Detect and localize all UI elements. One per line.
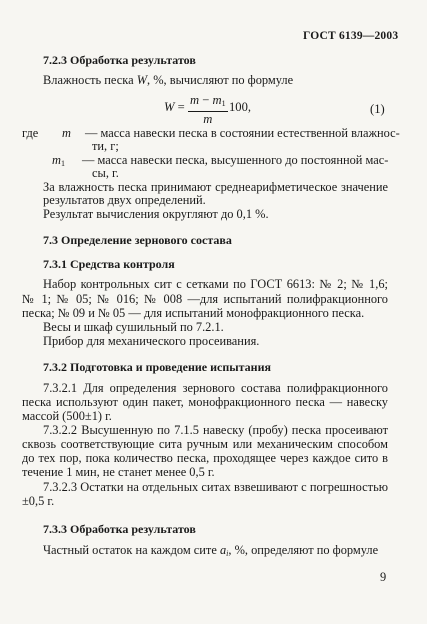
s732-line-3: массой (500±1) г.: [22, 409, 112, 423]
page-number: 9: [380, 570, 387, 584]
def-m1-text-1: — масса навески песка, высушенного до постоянной мас-: [82, 153, 389, 167]
formula-fraction: [188, 93, 228, 127]
standard-header: ГОСТ 6139—2003: [303, 30, 399, 42]
s732-line-4: 7.3.2.2 Высушенную по 7.1.5 навеску (пробу) песка просеивают: [43, 423, 388, 437]
moisture-intro: Влажность песка W, %, вычисляют по формуле: [43, 73, 294, 87]
s732-line-9: ±0,5 г.: [22, 494, 55, 508]
section-7-3-3-heading: 7.3.3 Обработка результатов: [43, 522, 196, 536]
formula-factor: 100,: [229, 100, 252, 114]
formula-numerator: $m - m_1$: [188, 93, 228, 112]
s731-line-2: № 1; № 05; № 016; № 008 —для испытаний полифракционного: [22, 292, 388, 306]
s731-line-1: Набор контрольных сит с сетками по ГОСТ 6613: № 2; № 1,6;: [43, 277, 388, 291]
formula-lhs: W =: [164, 100, 185, 114]
def-m1-symbol: $m_1$: [52, 153, 65, 168]
s731-line-4: Весы и шкаф сушильный по 7.2.1.: [43, 320, 224, 334]
s731-line-5: Прибор для механического просеивания.: [43, 334, 260, 348]
s732-line-1: 7.3.2.1 Для определения зернового состава полифракционного: [43, 381, 388, 395]
where-label: где: [22, 126, 39, 140]
formula-denominator: m: [203, 112, 213, 126]
s732-line-8: 7.3.2.3 Остатки на отдельных ситах взвешивают с погрешностью: [43, 480, 388, 494]
section-7-3-1-heading: 7.3.1 Средства контроля: [43, 257, 175, 271]
section-7-3-2-heading: 7.3.2 Подготовка и проведение испытания: [43, 360, 271, 374]
def-m-text-1: — масса навески песка в состоянии естественной влажнос-: [85, 126, 400, 140]
section-7-2-3-heading: 7.2.3 Обработка результатов: [43, 53, 196, 67]
section-7-3-heading: 7.3 Определение зернового состава: [43, 233, 232, 247]
def-m-symbol: m: [62, 126, 71, 140]
def-m1-text-2: сы, г.: [92, 166, 119, 180]
s732-line-6: до тех пор, пока количество песка, проходящее через каждое сито в: [22, 451, 388, 465]
s732-line-2: песка используют один пакет, монофракционного песка — навеску: [22, 395, 388, 409]
para-mean-2: результатов двух определений.: [43, 193, 206, 207]
s731-line-3: песка; № 09 и № 05 — для испытаний монофракционного песка.: [22, 306, 365, 320]
def-m-text-2: ти, г;: [92, 139, 119, 153]
para-round: Результат вычисления округляют до 0,1 %.: [43, 207, 269, 221]
formula-number: (1): [370, 102, 385, 116]
s732-line-7: течение 1 мин, не станет менее 0,5 г.: [22, 465, 215, 479]
para-mean-1: За влажность песка принимают среднеарифметическое значение: [43, 180, 388, 194]
s733-line: Частный остаток на каждом сите $a_i$, %, определяют по формуле: [43, 543, 379, 558]
s732-line-5: сквозь соответствующие сита ручным или механическим способом: [22, 437, 388, 451]
